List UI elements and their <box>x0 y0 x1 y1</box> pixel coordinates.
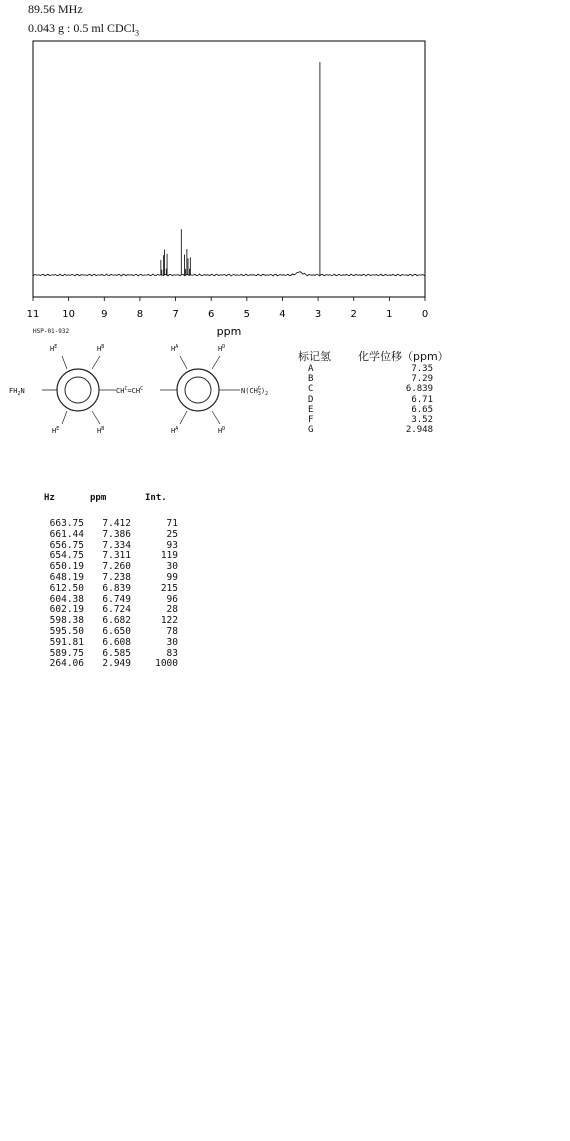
peak-hz: 604.38 <box>49 593 84 605</box>
peak-int: 96 <box>166 593 178 605</box>
assignment-shift: 7.35 <box>411 364 433 374</box>
assignment-header-shift: 化学位移（ppm） <box>358 350 449 363</box>
left-ring-inner <box>65 377 91 403</box>
bond-hb-top <box>92 356 100 369</box>
peak-ppm: 7.260 <box>102 561 131 573</box>
assignment-header <box>298 348 468 364</box>
assignment-shift: 6.65 <box>411 404 433 415</box>
peak-ppm: 6.585 <box>102 647 131 659</box>
label-ha-bottom: $H^A$ <box>171 426 179 435</box>
label-hd-top: $H^D$ <box>218 344 226 353</box>
assignment-row <box>298 374 468 384</box>
peak-hz: 602.19 <box>49 604 84 616</box>
peak-hz: 663.75 <box>49 518 84 529</box>
assignment-shift: 6.71 <box>411 394 433 405</box>
header-ppm: ppm <box>90 493 107 503</box>
x-tick-label: 0 <box>421 309 429 320</box>
peak-ppm: 6.608 <box>102 636 131 648</box>
x-tick-label: 7 <box>172 309 179 320</box>
x-tick-label: 9 <box>101 309 108 320</box>
peak-int: 119 <box>160 550 178 562</box>
peak-int: 71 <box>166 518 178 529</box>
x-tick-label: 10 <box>62 309 76 320</box>
peak-ppm: 6.724 <box>102 604 131 616</box>
x-tick-label: 1 <box>386 309 393 320</box>
peak-ppm: 6.749 <box>102 593 131 605</box>
peak-ppm: 7.386 <box>102 528 131 540</box>
label-hb-bottom: $H^B$ <box>97 426 105 435</box>
assignment-shift: 6.839 <box>405 384 433 395</box>
assignment-shift: 2.948 <box>405 425 433 436</box>
x-axis-label: ppm <box>216 325 242 338</box>
x-tick-label: 11 <box>26 309 40 320</box>
x-tick-label: 4 <box>279 309 286 320</box>
peak-hz: 591.81 <box>49 636 84 648</box>
sample-code: HSP-01-932 <box>33 328 70 335</box>
peak-int: 28 <box>166 604 178 616</box>
assignment-row <box>298 405 468 415</box>
peak-list-header <box>38 493 188 519</box>
peak-row <box>38 530 188 541</box>
peak-row <box>38 638 188 649</box>
peak-hz: 595.50 <box>49 625 84 637</box>
bond-hd-bottom <box>212 411 220 424</box>
x-tick-label: 2 <box>350 309 357 320</box>
x-tick-label: 6 <box>207 309 215 320</box>
label-he-top: $H^E$ <box>50 344 58 353</box>
peak-int: 78 <box>166 625 178 637</box>
assignment-row <box>298 384 468 394</box>
peak-row <box>38 584 188 595</box>
nmr-spectrum-chart <box>0 0 570 345</box>
assignment-label: A <box>308 364 314 374</box>
peak-hz: 654.75 <box>49 550 84 562</box>
label-ha-top: $H^A$ <box>171 344 179 353</box>
sample-text: 0.043 g : 0.5 ml CDCl <box>28 21 136 35</box>
peak-ppm: 6.839 <box>102 582 131 594</box>
label-he-bottom: $H^E$ <box>52 426 60 435</box>
peak-hz: 589.75 <box>49 647 84 659</box>
peak-int: 25 <box>166 528 178 540</box>
peak-int: 30 <box>166 561 178 573</box>
peak-list-table <box>38 493 188 670</box>
assignment-row <box>298 415 468 425</box>
assignment-label: D <box>308 394 314 405</box>
assignment-label: C <box>308 384 314 395</box>
peak-int: 30 <box>166 636 178 648</box>
peak-int: 99 <box>166 571 178 583</box>
assignment-header-label: 标记氢 <box>298 350 331 363</box>
shift-assignment-table <box>298 348 468 435</box>
assignment-label: G <box>308 425 314 436</box>
peak-ppm: 7.334 <box>102 539 131 551</box>
bond-he-top <box>62 356 67 369</box>
label-hd-bottom: $H^D$ <box>218 426 226 435</box>
x-axis-ticks <box>27 297 429 320</box>
assignment-row <box>298 364 468 374</box>
peak-int: 83 <box>166 647 178 659</box>
vinyl-bridge: $CH^C=CH^C$ <box>116 386 144 395</box>
peak-hz: 656.75 <box>49 539 84 551</box>
x-tick-label: 5 <box>243 309 251 320</box>
peak-lines <box>161 62 320 275</box>
assignment-shift: 7.29 <box>411 374 433 385</box>
peak-int: 93 <box>166 539 178 551</box>
right-ring <box>177 369 219 411</box>
bond-hb-bottom <box>92 411 100 424</box>
assignment-rows <box>298 364 468 435</box>
peak-ppm: 2.949 <box>102 658 131 670</box>
peak-ppm: 6.650 <box>102 625 131 637</box>
assignment-row <box>298 425 468 435</box>
assignment-row <box>298 395 468 405</box>
peak-int: 122 <box>160 615 178 627</box>
peak-hz: 648.19 <box>49 571 84 583</box>
bond-he-bottom <box>62 411 67 424</box>
assignment-shift: 3.52 <box>411 414 433 425</box>
peak-list-rows <box>38 519 188 670</box>
peak-ppm: 7.311 <box>102 550 131 562</box>
spectrum-baseline <box>33 272 425 276</box>
right-ring-inner <box>185 377 211 403</box>
peak-int: 215 <box>160 582 178 594</box>
assignment-label: E <box>308 404 314 415</box>
peak-hz: 661.44 <box>49 528 84 540</box>
peak-hz: 612.50 <box>49 582 84 594</box>
peak-row <box>38 659 188 670</box>
peak-hz: 598.38 <box>49 615 84 627</box>
header-int: Int. <box>145 493 167 503</box>
peak-ppm: 7.238 <box>102 571 131 583</box>
sample-subscript: 3 <box>135 28 140 38</box>
plot-frame <box>33 41 425 297</box>
peak-hz: 264.06 <box>49 658 84 670</box>
bond-ha-bottom <box>180 411 187 424</box>
x-tick-label: 3 <box>314 309 322 320</box>
label-hb-top: $H^B$ <box>97 344 105 353</box>
spectrometer-frequency: 89.56 MHz <box>28 2 83 16</box>
left-ring <box>57 369 99 411</box>
x-tick-label: 8 <box>136 309 144 320</box>
dimethylamino-group: $N(CH^G$ $3)_2$ <box>241 386 269 397</box>
header-hz: Hz <box>44 493 55 503</box>
peak-ppm: 6.682 <box>102 615 131 627</box>
peak-ppm: 7.412 <box>102 518 131 529</box>
peak-hz: 650.19 <box>49 561 84 573</box>
bond-hd-top <box>212 356 220 369</box>
assignment-label: F <box>308 414 314 425</box>
peak-int: 1000 <box>155 658 178 670</box>
bond-ha-top <box>180 356 187 369</box>
amine-group: $FH_2N$ <box>9 387 25 397</box>
assignment-label: B <box>308 374 314 385</box>
